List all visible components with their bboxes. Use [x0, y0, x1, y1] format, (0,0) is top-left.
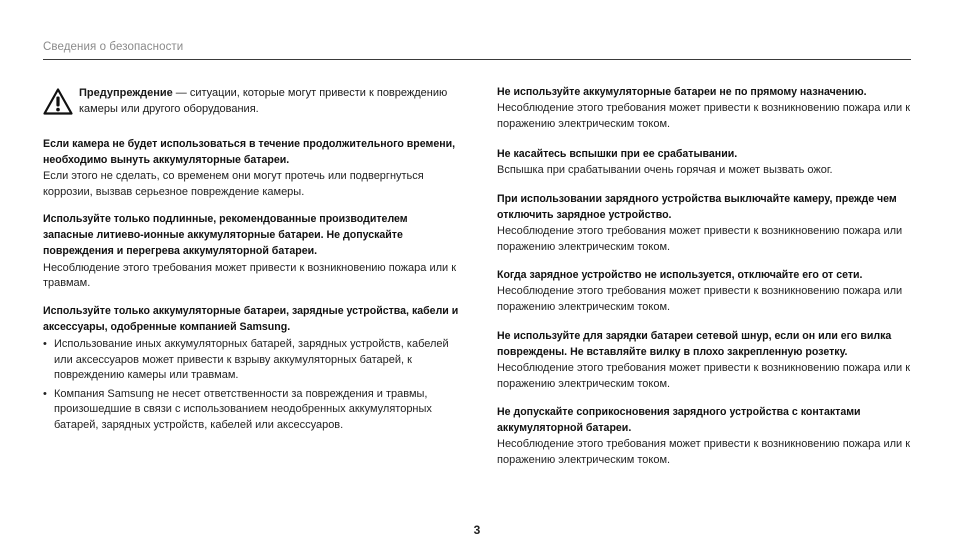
- header-divider: [43, 59, 911, 60]
- section-heading: Не используйте аккумуляторные батареи не по прямому назначению.: [497, 86, 867, 98]
- section-heading: Используйте только аккумуляторные батареи, зарядные устройства, кабели и аксессуары, одобренные компанией Samsung.: [43, 305, 459, 334]
- section-heading: Когда зарядное устройство не используется, отключайте его от сети.: [497, 269, 863, 281]
- page-number: 3: [473, 523, 481, 537]
- section-heading: Если камера не будет использоваться в течение продолжительного времени, необходимо вынуть аккумуляторные батареи.: [43, 138, 456, 167]
- list-item: • Компания Samsung не несет ответственности за повреждения и травмы, произошедшие в связи с использованием неодобренных аккумуляторных батарей, зарядных устройств, кабелей или аксессуаров.: [43, 387, 461, 434]
- warning-description: — ситуации, которые могут привести к повреждению камеры или другого оборудования.: [79, 87, 448, 115]
- section-body: Вспышка при срабатывании очень горячая и может вызвать ожог.: [497, 164, 833, 177]
- section-heading: Не допускайте соприкосновения зарядного устройства с контактами аккумуляторной батареи.: [497, 406, 861, 435]
- bullet-list: [43, 337, 461, 433]
- list-item: • Использование иных аккумуляторных батарей, зарядных устройств, кабелей или аксессуаров может привести к взрыву аккумуляторных батарей, к повреждению камеры или травмам.: [43, 337, 461, 384]
- section-heading: При использовании зарядного устройства выключайте камеру, прежде чем отключить зарядное устройство.: [497, 193, 897, 222]
- section-body: Несоблюдение этого требования может привести к возникновению пожара или к травмам.: [43, 261, 457, 290]
- left-section-2: [43, 211, 461, 292]
- section-heading: Не используйте для зарядки батареи сетевой шнур, если он или его вилка повреждены. Не вставляйте вилку в плохо закрепленную розетку.: [497, 330, 892, 359]
- section-body: Несоблюдение этого требования может привести к возникновению пожара или поражению электрическим током.: [497, 285, 903, 313]
- section-body: Несоблюдение этого требования может привести к возникновению пожара или поражению электрическим током.: [497, 225, 903, 253]
- section-heading: Не касайтесь вспышки при ее срабатывании.: [497, 148, 738, 160]
- right-section-4: [497, 267, 915, 315]
- right-section-6: [497, 404, 915, 468]
- section-heading: Используйте только подлинные, рекомендованные производителем запасные литиево-ионные аккумуляторные батареи. Не допускайте повреждения и перегрева аккумуляторной батареи.: [43, 213, 408, 258]
- left-section-3: [43, 303, 461, 436]
- section-body: Несоблюдение этого требования может привести к возникновению пожара или к поражению электрическим током.: [497, 362, 911, 390]
- section-body: Если этого не сделать, со временем они могут протечь или подвергнуться коррозии, вызвав серьезное повреждение камеры.: [43, 170, 424, 198]
- warning-text: [79, 86, 463, 117]
- warning-triangle-icon: [43, 88, 73, 115]
- right-section-3: [497, 191, 915, 255]
- section-body: Несоблюдение этого требования может привести к возникновению пожара или к поражению электрическим током.: [497, 438, 911, 466]
- left-section-1: [43, 136, 461, 200]
- right-section-1: [497, 84, 915, 132]
- right-section-2: [497, 146, 915, 179]
- page-header: Сведения о безопасности: [43, 41, 184, 53]
- section-body: Несоблюдение этого требования может привести к возникновению пожара или к поражению электрическим током.: [497, 102, 911, 130]
- warning-label: Предупреждение: [79, 87, 173, 99]
- right-section-5: [497, 328, 915, 392]
